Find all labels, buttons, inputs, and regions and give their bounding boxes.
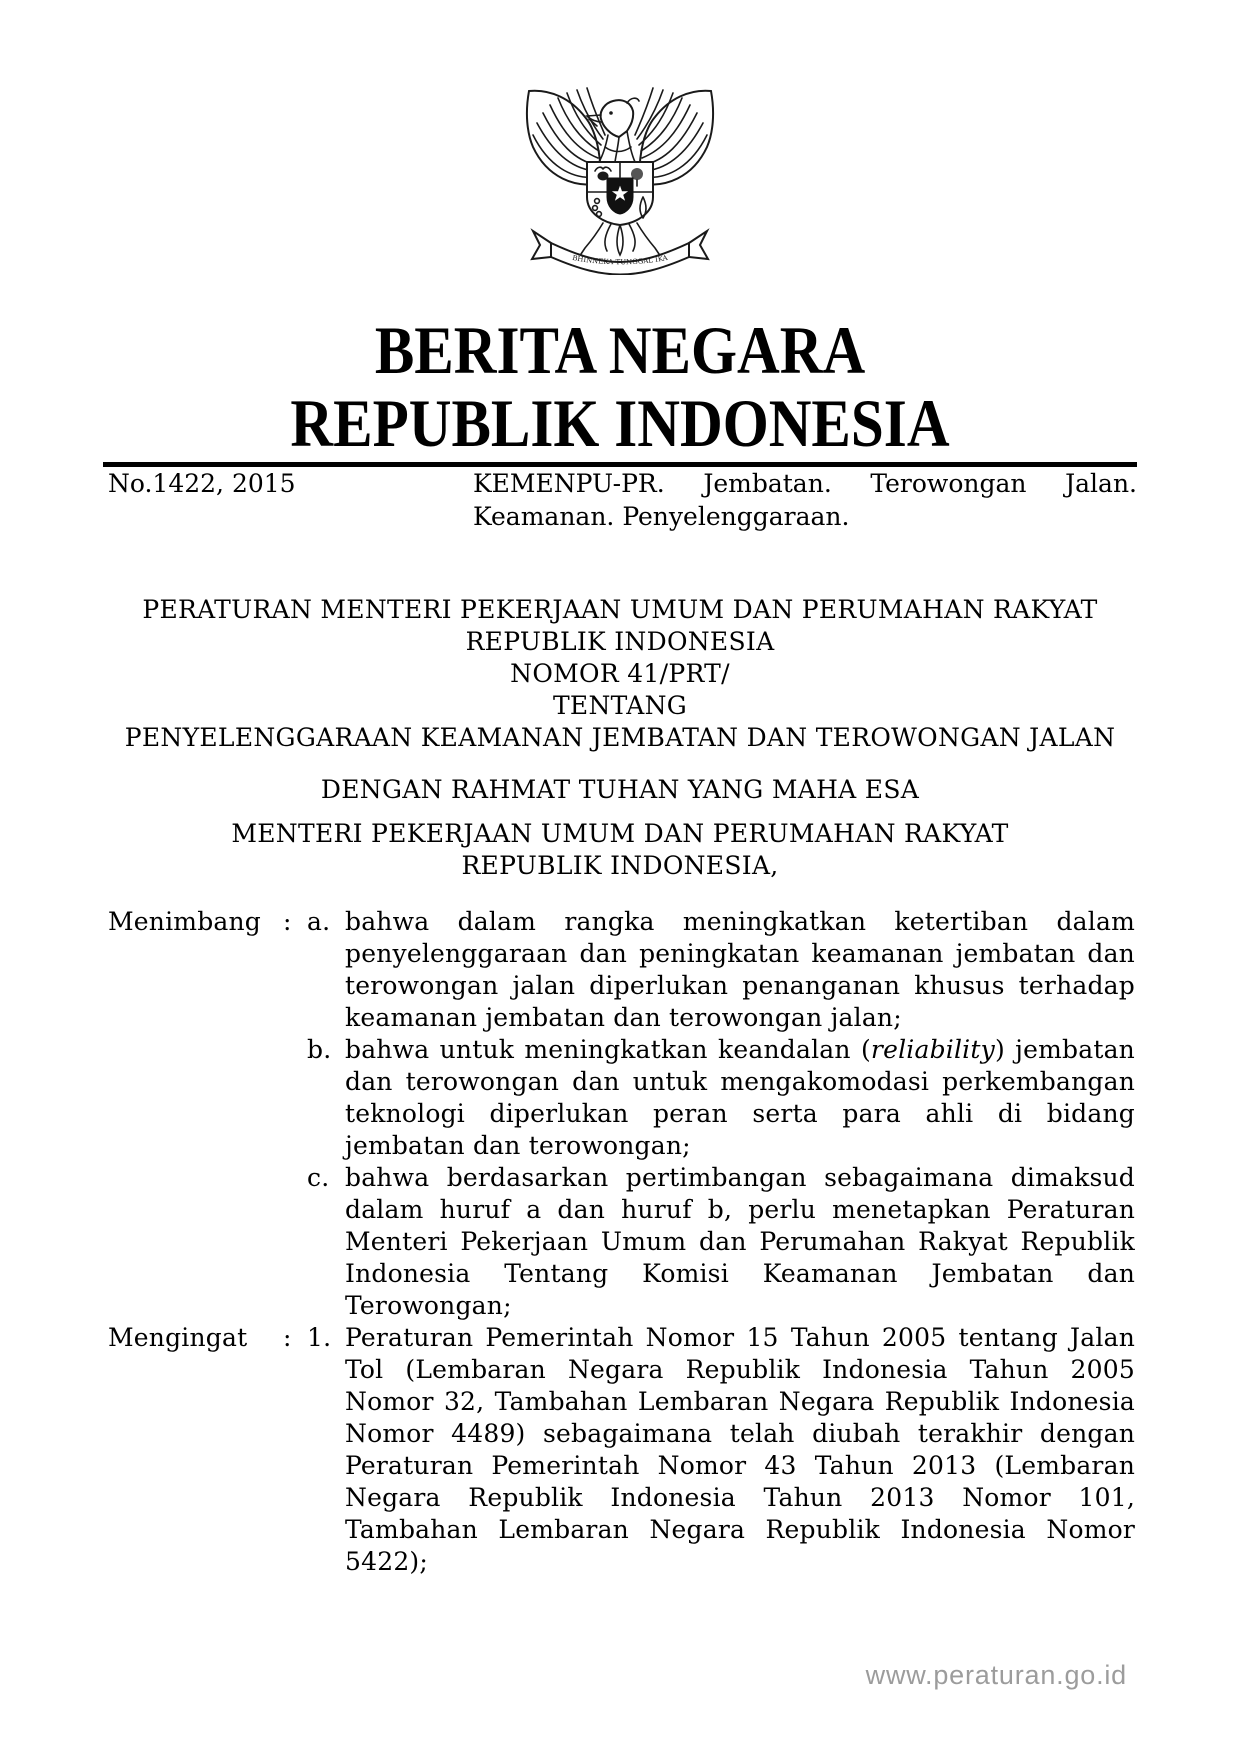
mengingat-item-1-marker: 1. bbox=[307, 1323, 332, 1352]
menimbang-item-c-text: bahwa berdasarkan pertimbangan sebagaimana dimaksud dalam huruf a dan huruf b, perlu menetapkan Peraturan Menteri Pekerjaan Umum dan Perumahan Rakyat Republik Indonesia Tentang Komisi Keamanan Jembatan dan Terowongan; bbox=[345, 1163, 1135, 1320]
menimbang-item-a-marker: a. bbox=[307, 907, 331, 936]
menimbang-item-b-text: bahwa untuk meningkatkan keandalan (reliability) jembatan dan terowongan dan untuk mengakomodasi perkembangan teknologi diperlukan peran serta para ahli di bidang jembatan dan terowongan; bbox=[345, 1035, 1135, 1160]
masthead-title-line2: REPUBLIK INDONESIA bbox=[290, 385, 950, 461]
mengingat-item-1-text: Peraturan Pemerintah Nomor 15 Tahun 2005 tentang Jalan Tol (Lembaran Negara Republik Indonesia Tahun 2005 Nomor 32, Tambahan Lembaran Negara Republik Indonesia Nomor 4489) sebagaimana telah diubah terakhir dengan Peraturan Pemerintah Nomor 43 Tahun 2013 (Lembaran Negara Republik Indonesia Tahun 2013 Nomor 101, Tambahan Lembaran Negara Republik Indonesia Nomor 5422); bbox=[345, 1323, 1135, 1576]
subject-line2: Keamanan. Penyelenggaraan. bbox=[473, 502, 850, 531]
regulation-heading-line2: REPUBLIK INDONESIA bbox=[465, 627, 775, 656]
menimbang-item-a-text: bahwa dalam rangka meningkatkan ketertiban dalam penyelenggaraan dan peningkatan keamanan jembatan dan terowongan jalan diperlukan penanganan khusus terhadap keamanan jembatan dan terowongan jalan; bbox=[345, 907, 1135, 1032]
invocation-line: DENGAN RAHMAT TUHAN YANG MAHA ESA bbox=[320, 775, 920, 804]
regulation-heading-line5: PENYELENGGARAAN KEAMANAN JEMBATAN DAN TEROWONGAN JALAN bbox=[124, 723, 1116, 752]
italic-term: reliability bbox=[870, 1035, 995, 1064]
emblem-motto: BHINNEKA TUNGGAL IKA bbox=[571, 253, 669, 267]
regulation-heading-line1: PERATURAN MENTERI PEKERJAAN UMUM DAN PERUMAHAN RAKYAT bbox=[142, 595, 1098, 624]
authority-line2: REPUBLIK INDONESIA, bbox=[461, 851, 779, 880]
regulation-heading bbox=[0, 594, 1240, 754]
authority-block bbox=[0, 818, 1240, 882]
mengingat-colon: : bbox=[283, 1323, 292, 1352]
authority-line1: MENTERI PEKERJAAN UMUM DAN PERUMAHAN RAKYAT bbox=[231, 819, 1009, 848]
subject-line1: KEMENPU-PR. Jembatan. Terowongan Jalan. bbox=[473, 469, 1137, 498]
menimbang-item-c-marker: c. bbox=[307, 1163, 330, 1192]
considerans-section bbox=[108, 906, 1138, 1578]
regulation-heading-line3: NOMOR 41/PRT/ bbox=[510, 659, 730, 688]
issue-number: No.1422, 2015 bbox=[108, 469, 296, 498]
regulation-heading-line4: TENTANG bbox=[552, 691, 688, 720]
mengingat-label: Mengingat bbox=[108, 1323, 248, 1352]
menimbang-colon: : bbox=[283, 907, 292, 936]
masthead-title bbox=[0, 314, 1240, 460]
garuda-pancasila-icon bbox=[523, 85, 717, 275]
subject-abstract bbox=[473, 467, 1137, 533]
footer-watermark-url: www.peraturan.go.id bbox=[865, 1660, 1127, 1690]
menimbang-label: Menimbang bbox=[108, 907, 262, 936]
masthead-title-line1: BERITA NEGARA bbox=[374, 312, 866, 388]
menimbang-item-b-marker: b. bbox=[307, 1035, 332, 1064]
garuda-pancasila-emblem bbox=[523, 85, 717, 275]
